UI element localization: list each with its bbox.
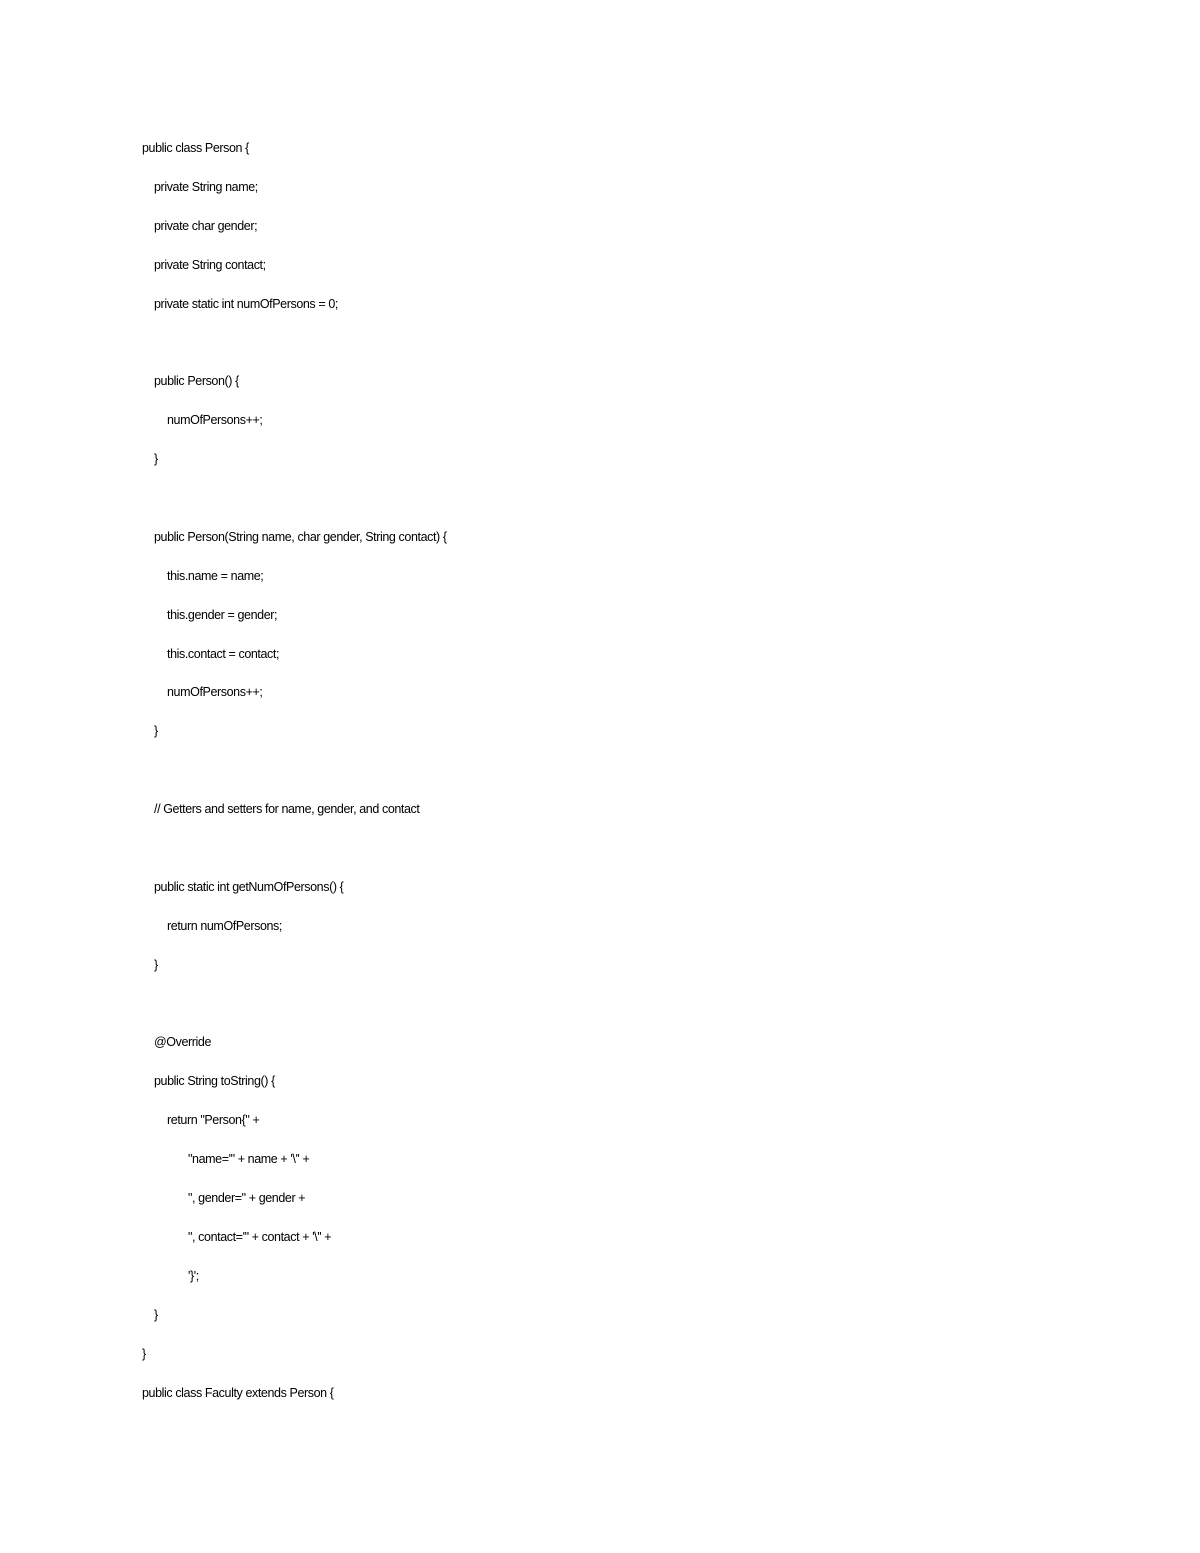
code-line: } [154,957,158,972]
code-line: private static int numOfPersons = 0; [154,296,338,311]
code-line: private char gender; [154,218,258,233]
code-line: public static int getNumOfPersons() { [154,879,344,894]
code-line: return numOfPersons; [167,918,282,933]
code-line: public class Faculty extends Person { [142,1385,334,1400]
blank-line [142,332,1042,371]
code-line: } [142,1346,146,1361]
code-line: "name='" + name + '\'' + [188,1152,310,1167]
code-line: this.gender = gender; [167,607,278,622]
code-line: @Override [154,1035,212,1050]
code-line: private String contact; [154,257,266,272]
blank-line [142,994,1042,1033]
code-line: return "Person{" + [167,1113,260,1128]
code-line: public Person(String name, char gender, String contact) { [154,529,447,544]
code-line: this.contact = contact; [167,646,280,661]
code-line: '}'; [188,1268,199,1283]
code-line: } [154,1307,158,1322]
blank-line [142,838,1042,877]
code-line: private String name; [154,179,258,194]
code-line: numOfPersons++; [167,685,263,700]
code-line: ", gender=" + gender + [188,1191,306,1206]
blank-line [142,488,1042,527]
code-line: this.name = name; [167,568,264,583]
code-line: // Getters and setters for name, gender, and contact [154,802,420,817]
code-line: } [154,724,158,739]
code-line: } [154,452,158,467]
code-listing [142,138,1042,1421]
blank-line [142,760,1042,799]
code-line: public class Person { [142,141,249,155]
code-line: ", contact='" + contact + '\'' + [188,1229,332,1244]
code-line: numOfPersons++; [167,413,263,428]
code-line: public Person() { [154,374,239,389]
code-line: public String toString() { [154,1074,275,1089]
